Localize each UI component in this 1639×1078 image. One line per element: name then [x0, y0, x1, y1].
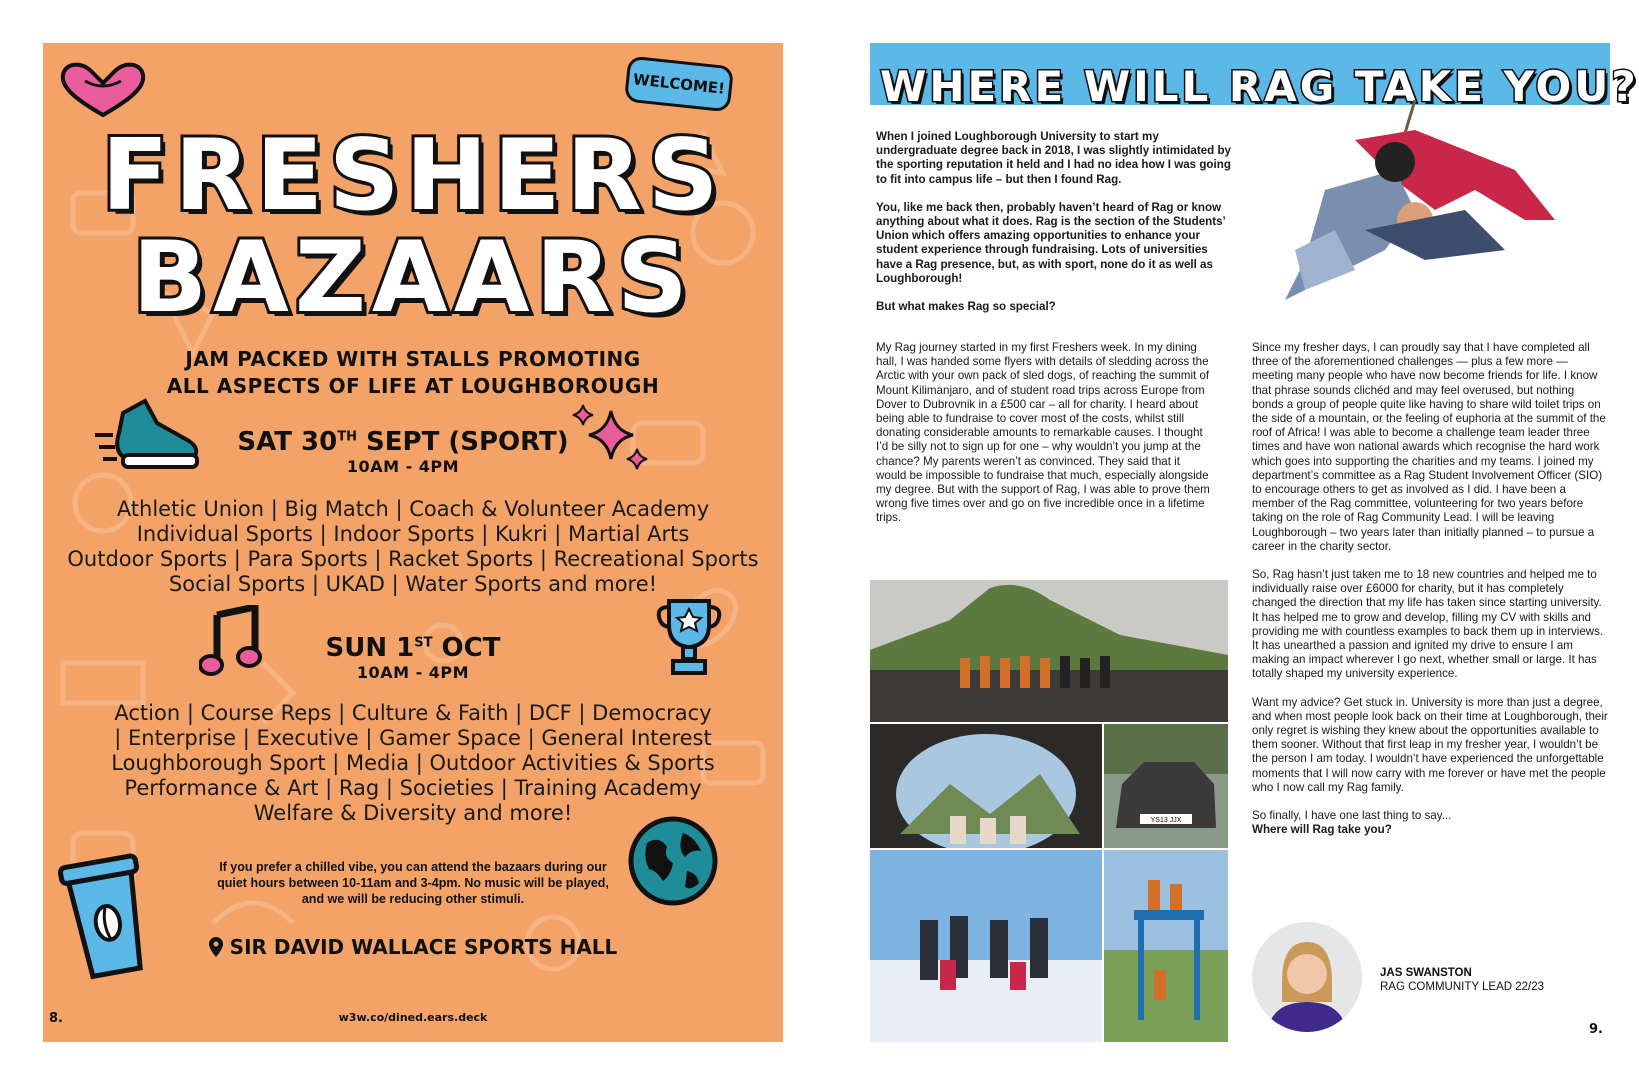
day1-date-sup: TH — [337, 429, 357, 445]
page-heading: WHERE WILL RAG TAKE YOU? — [880, 62, 1639, 111]
running-shoe-icon — [93, 393, 205, 485]
coffee-cup-icon — [57, 853, 157, 983]
column-2 — [1252, 341, 1608, 838]
title-line-1: FRESHERS — [101, 119, 725, 233]
intro-paragraph-2: You, like me back then, probably haven’t heard of Rag or know anything about what it does. Rag is the section of the Students’ Union which offers amazing opportunities to enhance your student experience through fundraising. Lots of universities have a Rag presence, but, as with sport, none do it as well as Loughborough! — [876, 200, 1226, 285]
day1-date-suffix: SEPT (SPORT) — [356, 427, 569, 457]
freshers-bazaars-poster — [43, 43, 783, 1042]
day2-list-line: | Enterprise | Executive | Gamer Space | General Interest — [114, 726, 712, 750]
column-1 — [876, 341, 1212, 540]
what3words-link[interactable]: w3w.co/dined.ears.deck — [338, 1011, 488, 1024]
column-1-paragraph: My Rag journey started in my first Freshers week. In my dining hall, I was handed some flyers with details of sledding across the Arctic with your own pack of sled dogs, of reaching the summit of Mount Kilimanjaro, and of student road trips across Europe from Dover to Dubrovnik in a £500 car – all for charity. I heard about being able to fundraise to cover most of the costs, whilst still donating considerable amounts to remarkable causes. I thought I’d be silly not to sign up for one – why wouldn’t you jump at the chance? My parents weren’t as convinced. They said that it would be impossible to fundraise that much, especially alongside my degree. But with the support of Rag, I was able to prove them wrong five times over and go on five incredible once in a lifetime trips. — [876, 341, 1210, 525]
venue-name: SIR DAVID WALLACE SPORTS HALL — [229, 935, 618, 959]
cave-view-photo — [870, 724, 1102, 848]
day2-date — [263, 633, 563, 682]
day1-date — [223, 427, 583, 476]
author-portrait — [1252, 922, 1362, 1032]
day2-date-sup: ST — [414, 635, 433, 651]
column-2-closing: So finally, I have one last thing to say... — [1252, 809, 1452, 823]
venue — [203, 935, 623, 959]
day2-list-line: Performance & Art | Rag | Societies | Training Academy — [124, 776, 702, 800]
arctic-group-photo — [870, 850, 1102, 1042]
mountain-group-photo — [870, 580, 1228, 722]
page-number-right: 9. — [1589, 1022, 1603, 1037]
day1-list-line: Outdoor Sports | Para Sports | Racket Sports | Recreational Sports — [67, 547, 759, 571]
day2-date-prefix: SUN 1 — [325, 633, 415, 663]
day2-list-line: Action | Course Reps | Culture & Faith | DCF | Democracy — [114, 701, 712, 725]
car-photo — [1104, 724, 1228, 848]
location-pin-icon — [209, 937, 223, 957]
day2-list — [43, 701, 783, 826]
title-line-2: BAZAARS — [132, 221, 694, 335]
skydiving-photo — [1265, 100, 1565, 310]
subtitle-line-2: ALL ASPECTS OF LIFE AT LOUGHBOROUGH — [166, 374, 660, 398]
page-number-left: 8. — [49, 1011, 63, 1026]
author-name: JAS SWANSTON — [1380, 967, 1472, 979]
quiet-line: quiet hours between 10-11am and 3-4pm. No music will be played, — [217, 876, 609, 890]
column-2-paragraph: Since my fresher days, I can proudly say that I have completed all three of the aforementioned challenges — plus a few more — meeting many people who have now become friends for life. I know that phrase sounds clichéd and may feel overused, but nothing bonds a group of people quite like having to share wild toilet trips on the side of a mountain, or the feeling of euphoria at the summit of the roof of Africa! I was able to become a challenge team leader three times and have won national awards which recognise the hard work which goes into supporting the charities and my teams. I joined my department’s committee as a Rag Student Involvement Officer (SIO) to encourage others to get as involved as I did. I have been a member of the Rag committee, volunteering for two years before taking on the role of Rag Community Lead. I will be leaving Loughborough – two years later than initially planned – to pursue a career in the charity sector. — [1252, 341, 1606, 553]
author-credit — [1380, 966, 1544, 994]
day2-list-line: Welfare & Diversity and more! — [253, 801, 573, 825]
quiet-line: and we will be reducing other stimuli. — [301, 892, 525, 906]
intro-paragraph-3: But what makes Rag so special? — [876, 300, 1056, 314]
welcome-text: WELCOME! — [632, 70, 726, 98]
heart-hands-icon — [55, 59, 151, 119]
playground-group-photo — [1104, 850, 1228, 1042]
day1-list-line: Athletic Union | Big Match | Coach & Volunteer Academy — [116, 497, 710, 521]
subtitle-line-1: JAM PACKED WITH STALLS PROMOTING — [185, 347, 641, 371]
quiet-line: If you prefer a chilled vibe, you can attend the bazaars during our — [219, 860, 607, 874]
quiet-hours-note — [163, 859, 663, 907]
day1-list-line: Social Sports | UKAD | Water Sports and more! — [168, 572, 658, 596]
trophy-icon — [653, 595, 725, 681]
day1-list-line: Individual Sports | Indoor Sports | Kukri | Martial Arts — [136, 522, 690, 546]
day2-date-suffix: OCT — [432, 633, 501, 663]
intro-paragraph-1: When I joined Loughborough University to start my undergraduate degree back in 2018, I was slightly intimidated by the sporting reputation it held and I had no idea how I was going to fit into campus life – but then I found Rag. — [876, 130, 1232, 186]
day1-list — [43, 497, 783, 597]
car-plate: YS13 JJX — [1150, 817, 1182, 824]
column-2-paragraph: So, Rag hasn’t just taken me to 18 new countries and helped me to individually raise over £6000 for charity, but it has completely changed the direction that my life has taken since starting university. It has helped me to grow and develop, filling my CV with skills and providing me with countless examples to back them up in interviews. It has unearthed a passion and ignited my drive to ensure I am making an impact wherever I go next, whether small or large. It has totally shaped my university experience. — [1252, 568, 1604, 681]
day2-time: 10AM - 4PM — [356, 663, 470, 682]
day1-time: 10AM - 4PM — [346, 457, 460, 476]
author-avatar — [1252, 922, 1362, 1032]
intro-text — [876, 130, 1236, 328]
sparkles-icon — [571, 403, 651, 473]
column-2-tagline: Where will Rag take you? — [1252, 823, 1392, 837]
day2-list-line: Loughborough Sport | Media | Outdoor Activities & Sports — [111, 751, 715, 775]
day1-date-prefix: SAT 30 — [237, 427, 338, 457]
author-role: RAG COMMUNITY LEAD 22/23 — [1380, 981, 1545, 993]
column-2-paragraph: Want my advice? Get stuck in. University is more than just a degree, and when most people look back on their time at Loughborough, their only regret is wishing they knew about the opportunities available to them sooner. Without that first leap in my fresher year, I wouldn’t be the person I am today. I wouldn’t have experienced the unforgettable moments that I will now carry with me forever or have met the people who I now call my Rag family. — [1252, 695, 1608, 794]
